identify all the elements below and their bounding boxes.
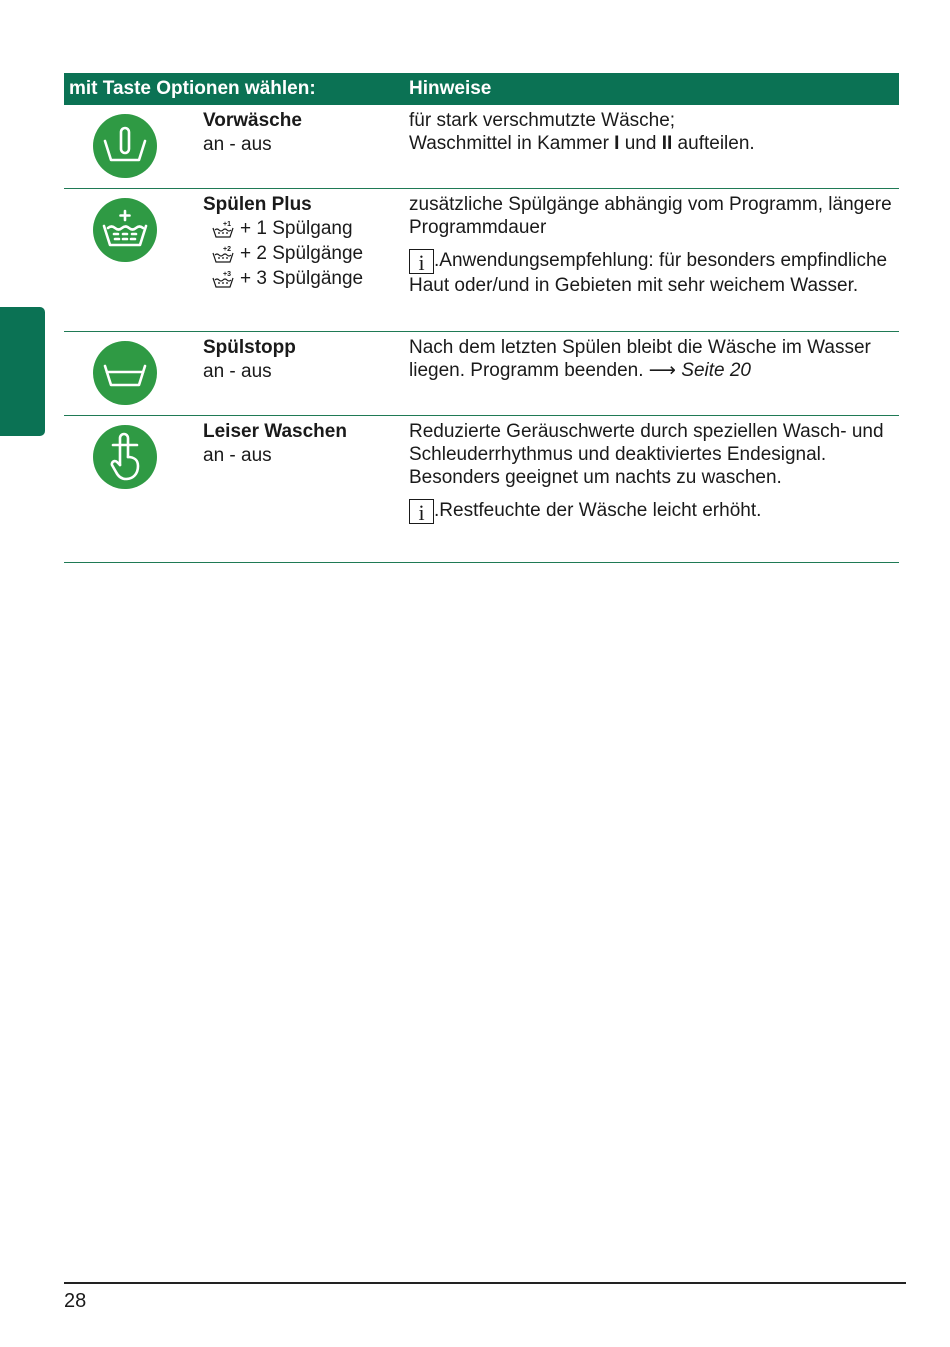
- prewash-icon: [93, 114, 157, 178]
- info-icon: i: [409, 499, 434, 524]
- option-rinse-plus: [203, 193, 363, 292]
- note-text: aufteilen.: [672, 133, 755, 154]
- note-text: Nach dem letzten Spülen bleibt die Wäsche im Wasser liegen. Programm beenden. ⟶: [409, 337, 871, 381]
- rinse-plus-label: + 2 Spülgänge: [240, 243, 364, 265]
- option-quiet-wash: [203, 420, 347, 467]
- note-text: und: [619, 133, 662, 154]
- note-rinse-plus: [409, 193, 897, 297]
- rinse-level-mark: +1: [223, 221, 231, 228]
- note-text: Waschmittel in Kammer: [409, 133, 615, 154]
- table-header: [64, 73, 899, 105]
- option-title: Spülstopp: [203, 337, 296, 358]
- info-text: .Restfeuchte der Wäsche leicht erhöht.: [434, 500, 762, 521]
- option-title: Vorwäsche: [203, 110, 302, 131]
- info-note: [409, 249, 897, 297]
- rinse-plus-label: + 1 Spülgang: [240, 218, 353, 240]
- option-state: an - aus: [203, 360, 272, 382]
- chamber-two: II: [661, 133, 673, 154]
- rinse-stop-icon: [93, 341, 157, 405]
- note-text: zusätzliche Spülgänge abhängig vom Programm, längere Programmdauer: [409, 194, 892, 238]
- note-rinse-stop: [409, 336, 897, 382]
- rinse-plus-2: [203, 242, 363, 267]
- option-title: Spülen Plus: [203, 194, 312, 215]
- rinse-plus-icon: [93, 198, 157, 262]
- note-text: Reduzierte Geräuschwerte durch speziellen Wasch- und Schleuderrhythmus und deaktiviertes Endesignal. Besonders geeignet um nachts zu waschen.: [409, 421, 884, 488]
- rinse-plus-3: [203, 267, 363, 292]
- rinse-plus-1: [203, 217, 363, 242]
- header-notes: Hinweise: [409, 78, 492, 99]
- page-reference-link[interactable]: Seite 20: [681, 360, 752, 381]
- table-row-quiet-wash: [64, 416, 899, 563]
- rinse-level-mark: +3: [223, 271, 231, 278]
- note-line: für stark verschmutzte Wäsche;: [409, 110, 676, 131]
- info-note: [409, 499, 897, 524]
- footer-divider: [64, 1282, 906, 1284]
- table-row-rinse-stop: [64, 332, 899, 416]
- table-row-prewash: [64, 105, 899, 189]
- option-state: an - aus: [203, 444, 272, 466]
- note-quiet-wash: [409, 420, 897, 524]
- note-prewash: [409, 109, 897, 155]
- info-icon: i: [409, 249, 434, 274]
- table-row-rinse-plus: [64, 189, 899, 332]
- option-prewash: [203, 109, 302, 156]
- note-line: [409, 132, 897, 155]
- option-state: an - aus: [203, 133, 272, 155]
- chamber-one: I: [614, 133, 620, 154]
- chapter-side-tab: [0, 307, 45, 436]
- rinse-plus-label: + 3 Spülgänge: [240, 268, 364, 290]
- option-rinse-stop: [203, 336, 296, 383]
- option-title: Leiser Waschen: [203, 421, 347, 442]
- page-number: 28: [64, 1290, 87, 1312]
- info-text: .Anwendungsempfehlung: für besonders empfindliche Haut oder/und in Gebieten mit sehr weichem Wasser.: [409, 250, 888, 296]
- header-options: mit Taste Optionen wählen:: [69, 78, 316, 99]
- rinse-level-mark: +2: [223, 246, 231, 253]
- quiet-wash-icon: [93, 425, 157, 489]
- options-table: [64, 73, 899, 563]
